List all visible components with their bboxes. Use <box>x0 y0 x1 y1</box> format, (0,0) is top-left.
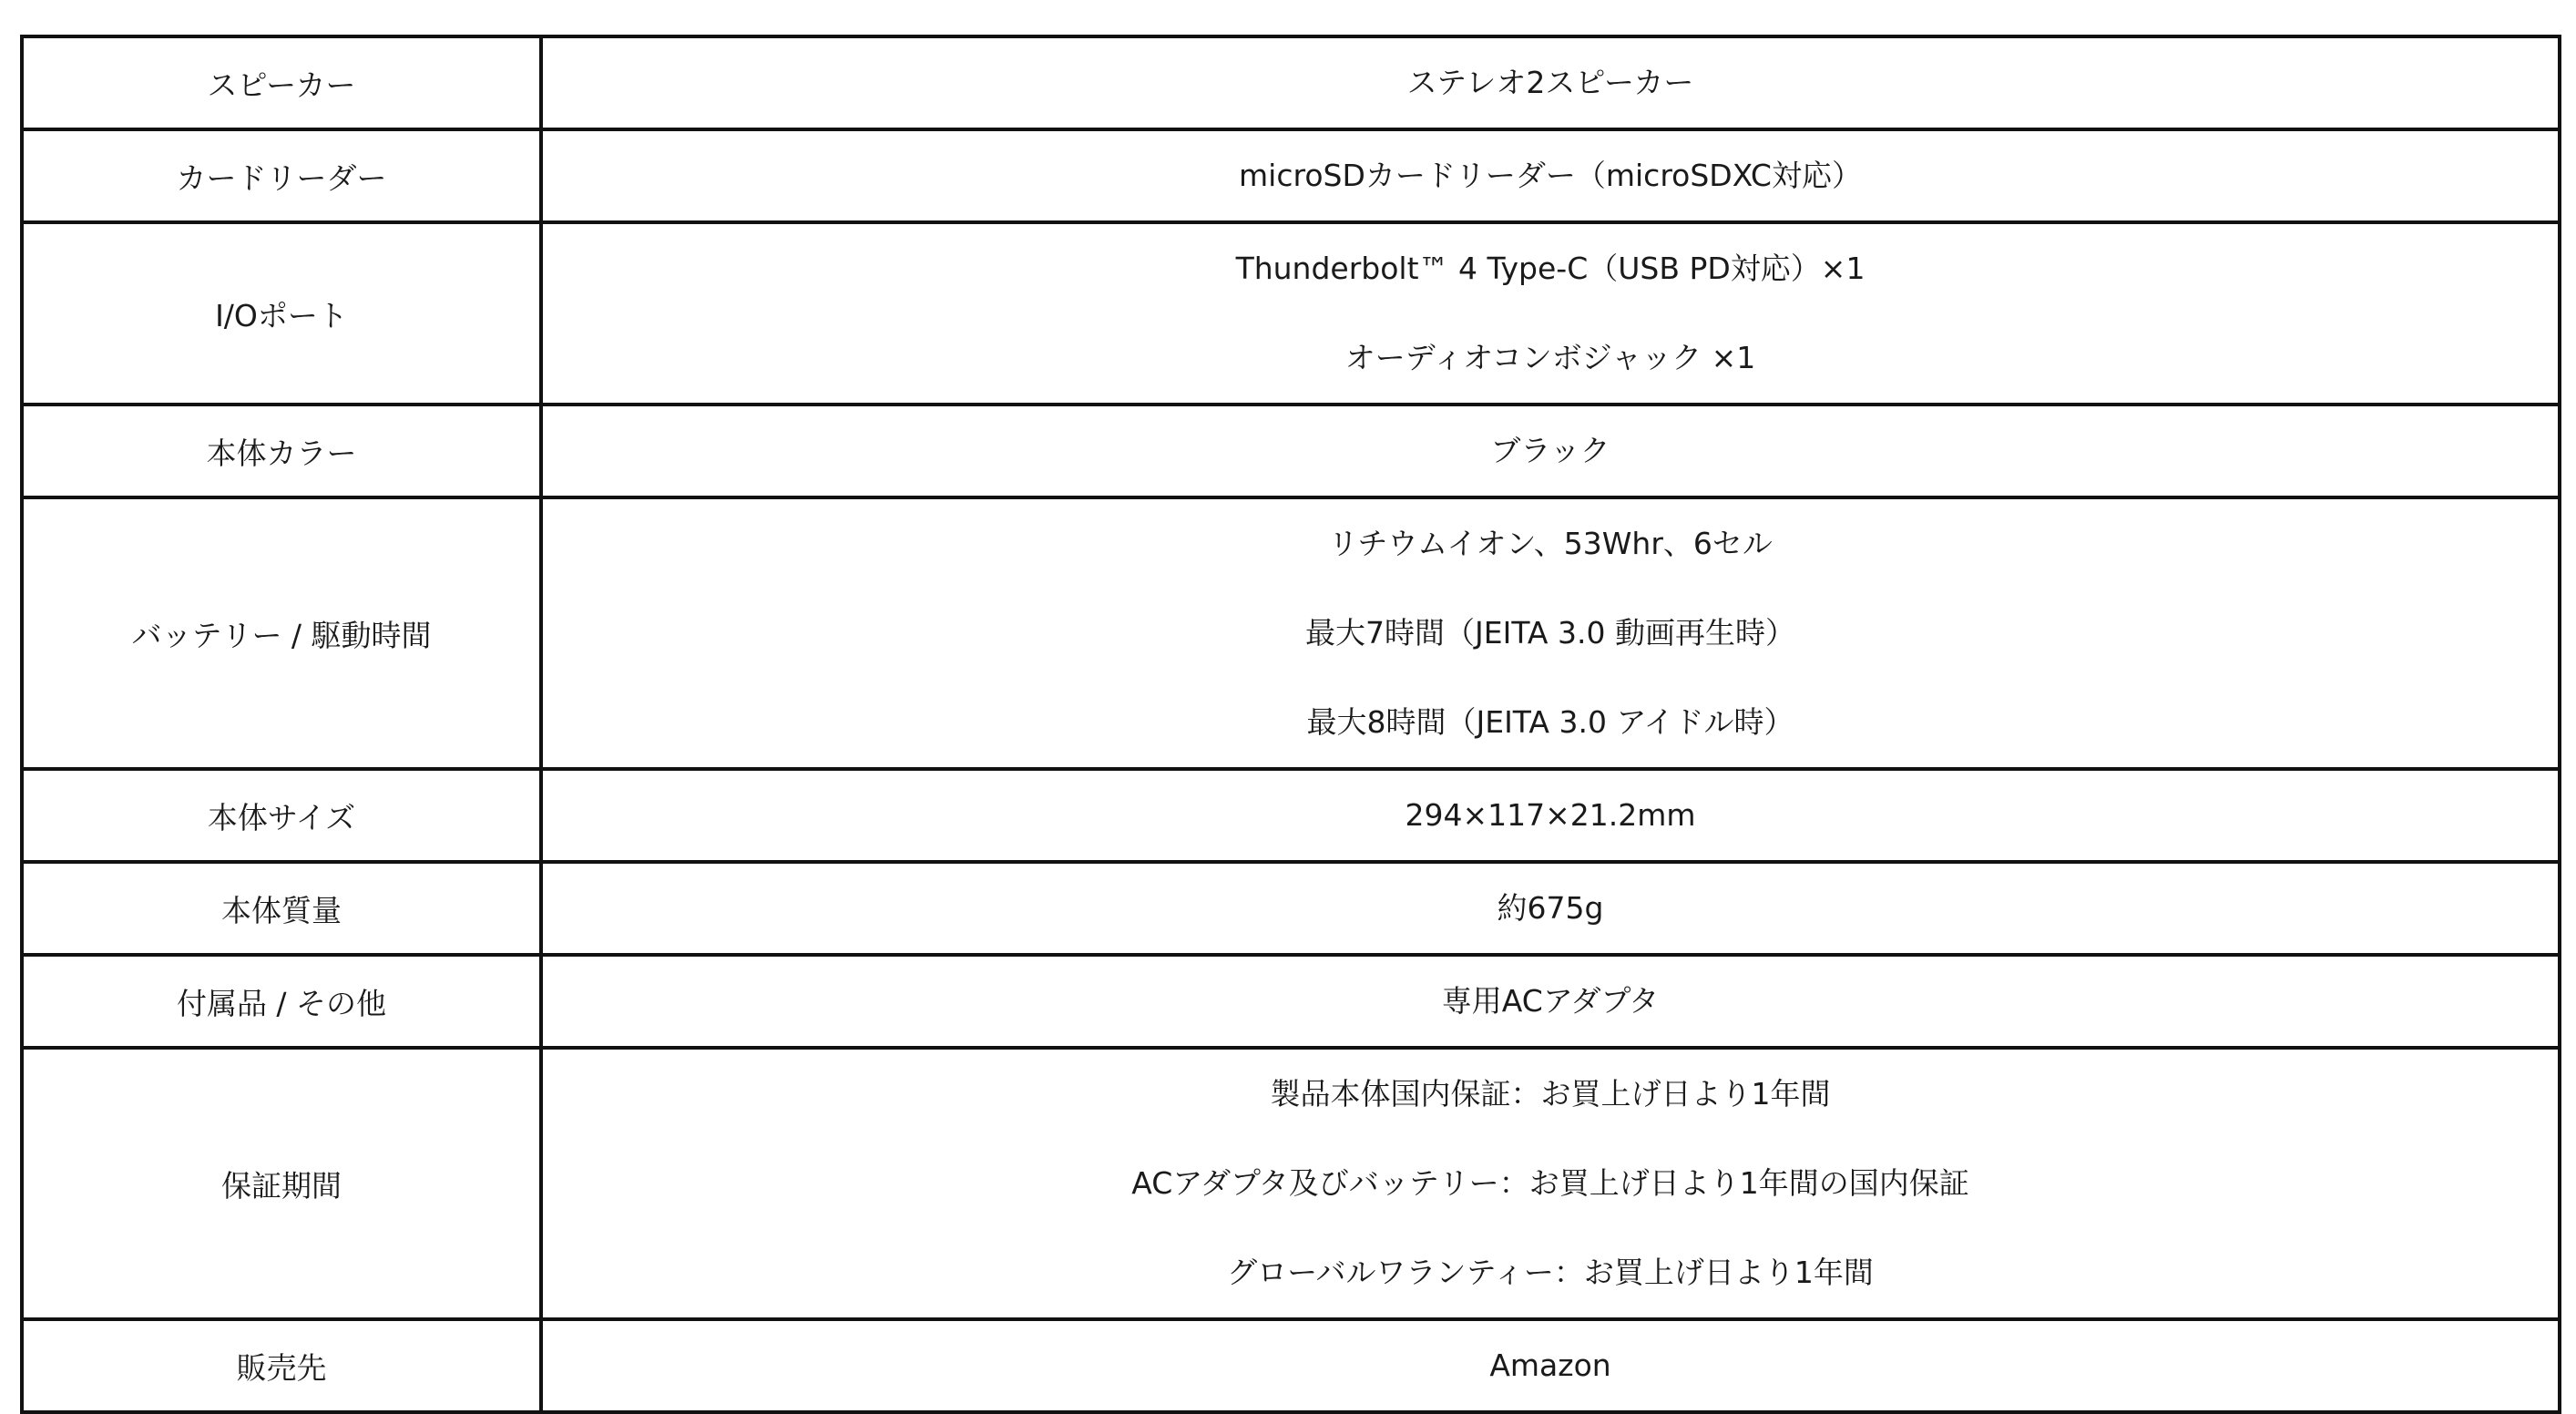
spec-label-cell <box>22 497 541 769</box>
spec-label-cell <box>22 405 541 497</box>
spec-label: 販売先 <box>236 1349 327 1386</box>
spec-value-line: 294×117×21.2mm <box>1405 797 1696 833</box>
spec-label-cell <box>22 36 541 129</box>
spec-value-line: Thunderbolt™ 4 Type-C（USB PD対応）×1 <box>1235 251 1866 286</box>
spec-label-cell <box>22 862 541 955</box>
spec-label: 本体カラー <box>206 435 357 471</box>
spec-value-cell <box>541 769 2560 862</box>
spec-value-cell <box>541 1319 2560 1412</box>
spec-value-line: 専用ACアダプタ <box>1441 983 1660 1019</box>
spec-label: 保証期間 <box>221 1167 342 1204</box>
spec-label-cell <box>22 1048 541 1319</box>
spec-table <box>20 35 2561 1414</box>
spec-value-cell <box>541 222 2560 405</box>
spec-value-cell <box>541 405 2560 497</box>
spec-value-cell <box>541 862 2560 955</box>
spec-value-line: ステレオ2スピーカー <box>1406 65 1694 100</box>
spec-value-line: ACアダプタ及びバッテリー：お買上げ日より1年間の国内保証 <box>1131 1165 1969 1201</box>
spec-row <box>22 769 2560 862</box>
spec-row <box>22 862 2560 955</box>
spec-row <box>22 405 2560 497</box>
spec-value-line: グローバルワランティー：お買上げ日より1年間 <box>1227 1255 1874 1290</box>
spec-value-cell <box>541 36 2560 129</box>
spec-label: 本体サイズ <box>207 799 356 835</box>
spec-label-cell <box>22 222 541 405</box>
spec-table-body <box>22 36 2560 1412</box>
spec-label-cell <box>22 955 541 1048</box>
spec-label: カードリーダー <box>176 159 387 196</box>
spec-value-cell <box>541 955 2560 1048</box>
spec-label: バッテリー / 駆動時間 <box>131 617 432 653</box>
spec-row <box>22 1048 2560 1319</box>
spec-value-line: 約675g <box>1497 890 1604 926</box>
spec-value-line: 最大8時間（JEITA 3.0 アイドル時） <box>1306 704 1794 740</box>
spec-row <box>22 955 2560 1048</box>
spec-row <box>22 1319 2560 1412</box>
spec-value-line: 製品本体国内保証：お買上げ日より1年間 <box>1270 1076 1831 1112</box>
spec-value-cell <box>541 129 2560 222</box>
spec-row <box>22 497 2560 769</box>
spec-value-line: 最大7時間（JEITA 3.0 動画再生時） <box>1305 615 1795 651</box>
spec-label-cell <box>22 129 541 222</box>
spec-value-line: オーディオコンボジャック ×1 <box>1344 340 1756 375</box>
spec-row <box>22 222 2560 405</box>
spec-value-cell <box>541 1048 2560 1319</box>
spec-label: スピーカー <box>207 67 356 103</box>
spec-label-cell <box>22 1319 541 1412</box>
spec-value-line: ブラック <box>1490 433 1610 468</box>
spec-row <box>22 129 2560 222</box>
spec-label: 本体質量 <box>221 892 342 928</box>
spec-value-line: Amazon <box>1489 1347 1611 1383</box>
spec-row <box>22 36 2560 129</box>
spec-label: 付属品 / その他 <box>176 985 387 1021</box>
spec-value-line: microSDカードリーダー（microSDXC対応） <box>1239 158 1862 193</box>
spec-label: I/Oポート <box>215 297 348 333</box>
spec-value-cell <box>541 497 2560 769</box>
spec-value-line: リチウムイオン、53Whr、6セル <box>1328 526 1773 561</box>
spec-label-cell <box>22 769 541 862</box>
